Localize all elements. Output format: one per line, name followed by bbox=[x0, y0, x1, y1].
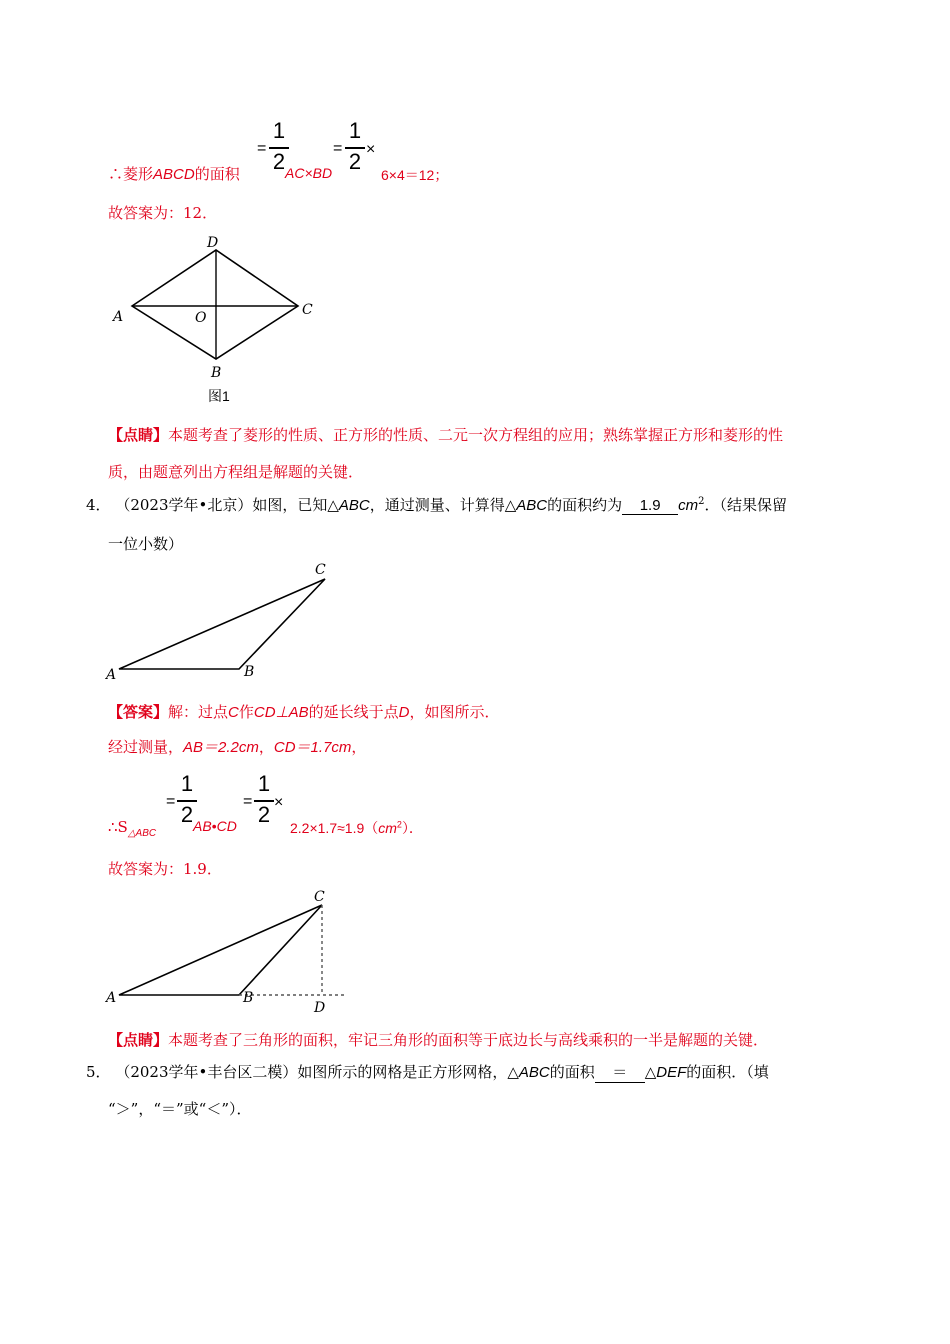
figure-caption: 图1 bbox=[208, 388, 230, 404]
q5-text4: 的面积．（填 bbox=[686, 1063, 769, 1081]
point-c: C bbox=[228, 704, 239, 721]
eq-sign-2: = bbox=[243, 793, 253, 810]
q4-source: （2023学年•北京）如图，已知△ bbox=[115, 496, 339, 514]
frac-den: 2 bbox=[272, 149, 286, 174]
cd-perp-ab: CD⊥AB bbox=[253, 704, 309, 721]
q4-abc-2: ABC bbox=[516, 497, 548, 514]
triangle-figure bbox=[100, 558, 340, 683]
q4-abc-1: ABC bbox=[338, 497, 370, 514]
q4-answer-blank: 1.9 bbox=[622, 497, 678, 515]
label-c: C bbox=[315, 562, 326, 578]
q5-text1: （2023学年•丰台区二模）如图所示的网格是正方形网格，△ bbox=[115, 1063, 519, 1081]
frac-num: 1 bbox=[272, 118, 286, 143]
frac-num: 1 bbox=[348, 118, 362, 143]
label-d: D bbox=[314, 1000, 326, 1014]
q5-question-line1 bbox=[86, 1061, 769, 1083]
q5-text2: 的面积 bbox=[549, 1063, 595, 1081]
q4-final-answer: 故答案为：1.9． bbox=[108, 860, 222, 878]
q3-comment-line1 bbox=[108, 424, 783, 445]
rhombus-figure bbox=[105, 232, 325, 407]
label-a: A bbox=[106, 667, 117, 683]
label-a: A bbox=[106, 990, 117, 1006]
q4-question-line2: 一位小数） bbox=[108, 535, 184, 553]
ab-cd: AB•CD bbox=[193, 818, 237, 834]
point-d: D bbox=[398, 704, 410, 721]
q5-abc: ABC bbox=[518, 1064, 550, 1081]
comment-text: 本题考查了三角形的面积，牢记三角形的面积等于底边长与高线乘积的一半是解题的关键． bbox=[168, 1031, 769, 1049]
frac-den: 2 bbox=[348, 149, 362, 174]
q5-number: 5． bbox=[86, 1063, 111, 1081]
calc-unit: cm bbox=[378, 820, 397, 836]
label-o: O bbox=[195, 310, 207, 326]
answer-text-4: ，如图所示． bbox=[409, 703, 500, 721]
frac-num: 1 bbox=[180, 771, 194, 796]
q4-measure-line bbox=[108, 736, 366, 757]
calc-sup: 2 bbox=[396, 819, 402, 830]
ab-measure: AB＝2.2cm bbox=[183, 739, 259, 756]
triangle-altitude-figure bbox=[100, 884, 360, 1014]
measure-end: ， bbox=[351, 738, 367, 756]
label-c: C bbox=[302, 302, 313, 318]
ac-bd: AC×BD bbox=[285, 165, 333, 181]
calc-12: 6×4＝12； bbox=[381, 167, 449, 183]
q4-unit-sup: 2 bbox=[698, 496, 705, 507]
frac-den: 2 bbox=[257, 802, 271, 827]
answer-text-3: 的延长线于点 bbox=[308, 703, 399, 721]
q5-answer-blank: ＝ bbox=[595, 1061, 645, 1083]
s-subscript: △ABC bbox=[127, 828, 157, 839]
frac-num: 1 bbox=[257, 771, 271, 796]
label-b: B bbox=[244, 664, 255, 680]
label-d: D bbox=[207, 235, 219, 251]
q5-question-line2: “＞”，“＝”或“＜”）． bbox=[108, 1100, 252, 1118]
comment-tag: 【点睛】 bbox=[108, 1031, 169, 1049]
frac-den: 2 bbox=[180, 802, 194, 827]
label-c: C bbox=[314, 889, 325, 905]
q4-answer-line bbox=[108, 701, 500, 722]
q5-text3: △ bbox=[644, 1063, 657, 1081]
q4-text3: 的面积约为 bbox=[547, 496, 623, 514]
rhombus-outline bbox=[132, 250, 298, 359]
q3-answer: 故答案为：12． bbox=[108, 204, 218, 222]
q4-text4: ．（结果保留 bbox=[704, 496, 788, 514]
area-abcd: ABCD bbox=[153, 166, 195, 183]
times-sign: × bbox=[274, 794, 284, 811]
measure-prefix: 经过测量， bbox=[108, 738, 184, 756]
eq-sign-1: = bbox=[166, 793, 176, 810]
answer-text-2: 作 bbox=[238, 703, 254, 721]
eq-sign-1: = bbox=[257, 140, 267, 157]
label-a: A bbox=[113, 309, 124, 325]
comment-tag: 【点睛】 bbox=[108, 426, 169, 444]
answer-tag: 【答案】 bbox=[108, 703, 169, 721]
comment-text-1: 本题考查了菱形的性质、正方形的性质、二元一次方程组的应用；熟练掌握正方形和菱形的性 bbox=[168, 426, 784, 444]
cd-measure: CD＝1.7cm bbox=[273, 739, 352, 756]
s-prefix: ∴S bbox=[108, 818, 128, 836]
area-suffix: 的面积 bbox=[194, 165, 240, 183]
triangle-abc bbox=[119, 579, 325, 669]
q4-number: 4． bbox=[86, 496, 111, 514]
triangle-abc bbox=[119, 905, 322, 995]
label-b: B bbox=[211, 365, 222, 381]
q3-comment-line2: 质，由题意列出方程组是解题的关键． bbox=[108, 463, 364, 481]
answer-text-1: 解：过点 bbox=[168, 703, 229, 721]
q4-unit: cm bbox=[678, 497, 699, 514]
q4-text2: ，通过测量、计算得△ bbox=[369, 496, 517, 514]
q4-question-line1 bbox=[86, 494, 787, 515]
q4-comment bbox=[108, 1029, 768, 1050]
calc-end: ）． bbox=[401, 820, 423, 836]
q5-def: DEF bbox=[656, 1064, 687, 1081]
measure-comma: ， bbox=[258, 738, 274, 756]
times-sign: × bbox=[366, 141, 376, 158]
label-b: B bbox=[243, 990, 254, 1006]
area-label: ∴菱形 bbox=[108, 165, 154, 183]
eq-sign-2: = bbox=[333, 140, 343, 157]
calc-value: 2.2×1.7≈1.9（ bbox=[290, 820, 379, 836]
